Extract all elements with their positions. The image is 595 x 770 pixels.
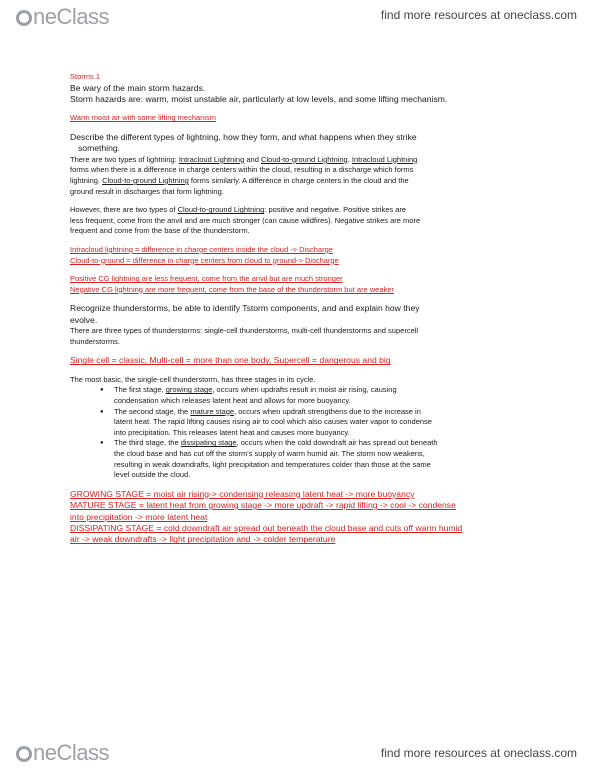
oneclass-logo[interactable] [16, 4, 109, 30]
lightning-paragraph-line1: There are two types of lightning: Intracloud Lightning and Cloud-to-ground Lightning. Intracloud Lightning [70, 154, 418, 164]
header-resources-link[interactable]: find more resources at oneclass.com [380, 8, 577, 22]
note-positive-cg: Positive CG lightning are less frequent, come from the anvil but are much stronger [70, 274, 343, 284]
document-body [70, 72, 520, 546]
page-header [0, 0, 595, 34]
cg-paragraph-line3: frequent and come from the base of the thunderstorm. [70, 226, 250, 236]
cg-paragraph-line2: less frequent, come from the anvil and are much stronger (can cause wildfires). Negative strikes are more [70, 215, 421, 225]
note-mature-stage-2: into precipitation -> more latent heat [70, 511, 208, 522]
footer-oneclass-logo[interactable] [16, 740, 109, 766]
footer-logo-text: neClass [33, 740, 109, 765]
types-paragraph-line2: thunderstorms. [70, 336, 121, 346]
lightning-paragraph-line4: ground result in discharges that form lightning. [70, 186, 224, 196]
logo-text: neClass [33, 4, 109, 29]
note-warm-moist-air: Warm moist air with some lifting mechanism [70, 113, 217, 123]
stages-intro: The most basic, the single-cell thunderstorm, has three stages in its cycle. [70, 374, 316, 384]
note-cloud-to-ground: Cloud-to-ground = difference in charge centers from cloud to ground-> Discharge [70, 255, 339, 265]
lightning-paragraph-line2: forms when there is a difference in charge centers within the cloud, resulting in a discharge which forms [70, 165, 414, 175]
note-intracloud: Intracloud lightning = difference in charge centers inside the cloud -> Discharge [70, 244, 333, 254]
logo-o-icon [16, 10, 32, 26]
note-mature-stage-1: MATURE STAGE = latent heat from growing stage -> more updraft -> rapid lifting -> cool -> condense [70, 500, 456, 511]
list-item-dissipating: ● The third stage, the dissipating stage, occurs when the cold downdraft air has spread out beneath the cloud base and has cut off the storm's supply of warm humid air. The storm now weakens, resulting in weak downdrafts, light precipitation and temperatures colder than those at the same level outside the cloud. [100, 438, 520, 480]
list-item-growing: ● The first stage, growing stage, occurs when updrafts result in moist air rising, causing condensation which releases latent heat and allows for more buoyancy. [100, 385, 520, 406]
question-thunderstorm-2: evolve. [70, 314, 98, 325]
doc-title: Storms 1 [70, 72, 101, 81]
list-item-mature: ● The second stage, the mature stage, occurs when updraft strengthens due to the increase in latent heat. The rapid lifting causes rising air to cool which also causes water vapor to condense into precipitation. This releases latent heat and causes more buoyancy. [100, 407, 520, 439]
cg-paragraph-line1: However, there are two types of Cloud-to-ground Lightning: positive and negative. Positive strikes are [70, 205, 407, 215]
footer-resources-link[interactable]: find more resources at oneclass.com [380, 746, 577, 760]
note-negative-cg: Negative CG lightning are more frequent, come from the base of the thunderstorm but are weaker [70, 284, 394, 294]
doc-line2: Storm hazards are: warm, moist unstable air, particularly at low levels, and some lifting mechanism. [70, 94, 448, 104]
question-thunderstorm-1: Recognize thunderstorms, be able to identify Tstorm components, and and explain how they [70, 303, 420, 314]
types-paragraph-line1: There are three types of thunderstorms: single-cell thunderstorms, multi-cell thunderstorms and supercell [70, 326, 419, 336]
question-lightning-1: Describe the different types of lightning, how they form, and what happens when they strike [70, 132, 417, 142]
note-growing-stage: GROWING STAGE = moist air rising-> condensing releasing latent heat -> more buoyancy [70, 488, 415, 499]
note-dissipating-stage-2: air -> weak downdrafts -> light precipitation and -> colder temperature [70, 534, 336, 545]
question-lightning-2: something. [78, 143, 121, 154]
lightning-paragraph-line3: lightning. Cloud-to-ground Lightning forms similarly. A difference in charge centers in the cloud and the [70, 176, 409, 185]
stages-list [100, 385, 520, 480]
note-dissipating-stage-1: DISSIPATING STAGE = cold downdraft air spread out beneath the cloud base and cuts off warm humid [70, 522, 463, 533]
doc-line1: Be wary of the main storm hazards. [70, 82, 206, 93]
page-footer [0, 740, 595, 770]
note-cell-types: Single cell = classic, Multi-cell = more than one body, Supercell = dangerous and big [70, 355, 391, 366]
footer-logo-o-icon [16, 746, 32, 762]
